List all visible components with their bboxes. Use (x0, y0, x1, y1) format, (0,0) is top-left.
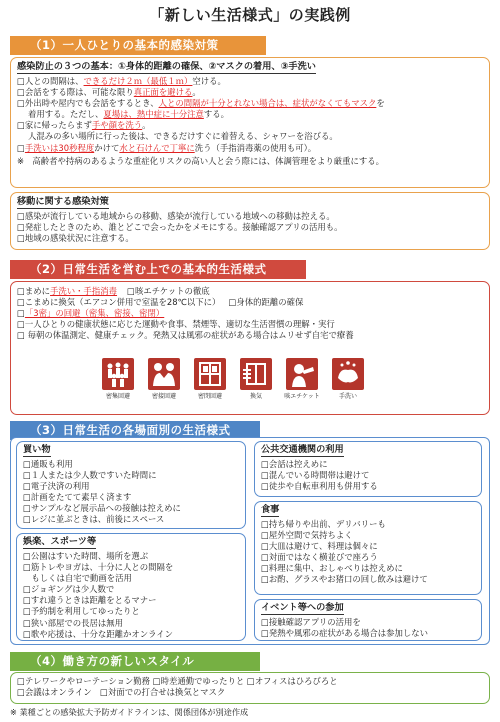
meals-box (254, 501, 482, 595)
distance-item: □人との間隔は、できるだけ２ｍ（最低１ｍ）空ける。 (17, 75, 226, 86)
temperature-item: □ 毎朝の体温測定、健康チェック。発熱又は風邪の症状がある場合はムリせず自宅で療養 (17, 330, 354, 341)
leisure-item: □公園はすいた時間、場所を選ぶ (23, 550, 149, 561)
transit-header: 公共交通機関の利用 (261, 444, 344, 455)
shopping-item: □レジに並ぶときは、前後にスペース (23, 514, 165, 525)
events-list (261, 617, 475, 639)
crowd-avoid-icon (102, 358, 134, 410)
travel-box (10, 192, 490, 250)
leisure-header: 娯楽、スポーツ等 (23, 536, 97, 547)
hand-hygiene-item: □まめに手洗い・手指消毒 □咳エチケットの徹底 (17, 286, 210, 296)
meals-item: □持ち帰りや出前、デリバリーも (261, 518, 386, 529)
meals-list (261, 519, 475, 586)
meals-header: 食事 (261, 504, 280, 515)
cough-etiquette-icon (286, 358, 318, 410)
elderly-note: ※ 高齢者や持病のあるような重症化リスクの高い人と会う際には、体調管理をより厳重にする。 (17, 155, 384, 166)
transit-item: □会話は控えめに (261, 458, 328, 469)
leisure-item: □すれ違うときは距離をとるマナー (23, 595, 157, 606)
footnote: ※ 業種ごとの感染拡大予防ガイドラインは、関係団体が別途作成 (10, 707, 249, 717)
three-c-item: □「3密」の回避（密集、密接、密閉） (17, 308, 165, 319)
pictogram-row (102, 358, 368, 410)
leisure-item: □狭い部屋での長居は無用 (23, 617, 124, 628)
mask-item: □外出時や屋内でも会話をするとき、人との間隔が十分とれない場合は、症状がなくてもマスクを (17, 98, 385, 109)
crowd-note: 人混みの多い場所に行った後は、できるだけすぐに着替える、シャワーを浴びる。 (28, 131, 338, 142)
meals-item: □屋外空間で気持ちよく (261, 530, 353, 541)
events-box (254, 599, 482, 641)
transit-item: □徒歩や自転車利用も併用する (261, 481, 378, 492)
shopping-item: □計画をたてて素早く済ます (23, 492, 132, 503)
handwash-item: □手洗いは30秒程度かけて水と石けんで丁寧に洗う（手指消毒薬の使用も可）。 (17, 142, 317, 153)
leisure-item: □歌や応援は、十分な距離かオンライン (23, 628, 174, 639)
conversation-item: □会話をする際は、可能な限り真正面を避ける。 (17, 87, 201, 98)
shopping-list (23, 459, 239, 526)
leisure-item: もしくは自宅で動画を活用 (23, 573, 132, 584)
shopping-item: □通販も利用 (23, 458, 73, 469)
section-3-heading: （3）日常生活の各場面別の生活様式 (10, 421, 260, 440)
closed-space-avoid-icon (194, 358, 226, 410)
close-contact-avoid-label: 密接回避 (151, 393, 176, 400)
shopping-item: □サンプルなど展示品への接触は控えめに (23, 503, 181, 514)
work-item-1: □テレワークやローテーション勤務 □時差通勤でゆったりと □オフィスはひろびろと (17, 676, 338, 686)
meals-item: □大皿は避けて、料理は個々に (261, 541, 378, 552)
leisure-box (16, 533, 246, 641)
meals-item: □料理に集中、おしゃべりは控えめに (261, 563, 403, 574)
travel-item-3: □地域の感染状況に注意する。 (17, 233, 134, 244)
travel-header: 移動に関する感染対策 (17, 196, 109, 207)
wash-face-item: □家に帰ったらまず手や顔を洗う。 (17, 120, 151, 131)
ventilation-item: □こまめに換気（エアコン併用で室温を28℃以下に） □身体的距離の確保 (17, 297, 304, 308)
leisure-item: □筋トレやヨガは、十分に人との間隔を (23, 562, 174, 573)
work-style-box (10, 672, 490, 704)
health-habits-item: □一人ひとりの健康状態に応じた運動や食事、禁煙等、適切な生活習慣の理解・実行 (17, 319, 335, 330)
meals-item: □対面ではなく横並びで座ろう (261, 552, 378, 563)
basic-infection-box (10, 57, 490, 188)
section-2-heading: （2）日常生活を営む上での基本的生活様式 (10, 260, 306, 279)
shopping-item: □電子決済の利用 (23, 481, 90, 492)
transit-list (261, 459, 475, 492)
crowd-avoid-label: 密集回避 (105, 393, 130, 400)
section-1-heading: （1）一人ひとりの基本的感染対策 (10, 36, 266, 55)
closed-space-avoid-label: 密閉回避 (197, 393, 222, 400)
events-header: イベント等への参加 (261, 602, 344, 613)
handwash-icon (332, 358, 364, 410)
cough-etiquette-label: 咳エチケット (284, 393, 320, 400)
mask-item-cont: 着用する。ただし、夏場は、熱中症に十分注意する。 (28, 109, 229, 120)
travel-item-1: □感染が流行している地域からの移動、感染が流行している地域への移動は控える。 (17, 210, 335, 221)
shopping-item: □１人または少人数ですいた時間に (23, 470, 157, 481)
events-item: □接触確認アプリの活用を (261, 616, 361, 627)
page-title: 「新しい生活様式」の実践例 (149, 6, 351, 24)
travel-item-2: □発症したときのため、誰とどこで会ったかをメモにする。接触確認アプリの活用も。 (17, 222, 343, 233)
leisure-item: □予約制を利用してゆったりと (23, 606, 140, 617)
work-item-2: □会議はオンライン □対面での打合せは換気とマスク (17, 687, 226, 698)
events-item: □発熱や風邪の症状がある場合は参加しない (261, 628, 429, 639)
transit-item: □混んでいる時間帯は避けて (261, 470, 370, 481)
leisure-list (23, 551, 239, 640)
shopping-box (16, 441, 246, 529)
meals-item: □お酌、グラスやお猪口の回し飲みは避けて (261, 574, 428, 585)
ventilation-icon (240, 358, 272, 410)
close-contact-avoid-icon (148, 358, 180, 410)
handwash-label: 手洗い (338, 393, 357, 400)
shopping-header: 買い物 (23, 444, 51, 455)
transit-box (254, 441, 482, 497)
basic-infection-header: 感染防止の３つの基本：①身体的距離の確保、②マスクの着用、③手洗い (17, 61, 316, 72)
section-4-heading: （4）働き方の新しいスタイル (10, 652, 260, 671)
leisure-item: □ジョギングは少人数で (23, 584, 115, 595)
ventilation-label: 換気 (249, 393, 262, 400)
